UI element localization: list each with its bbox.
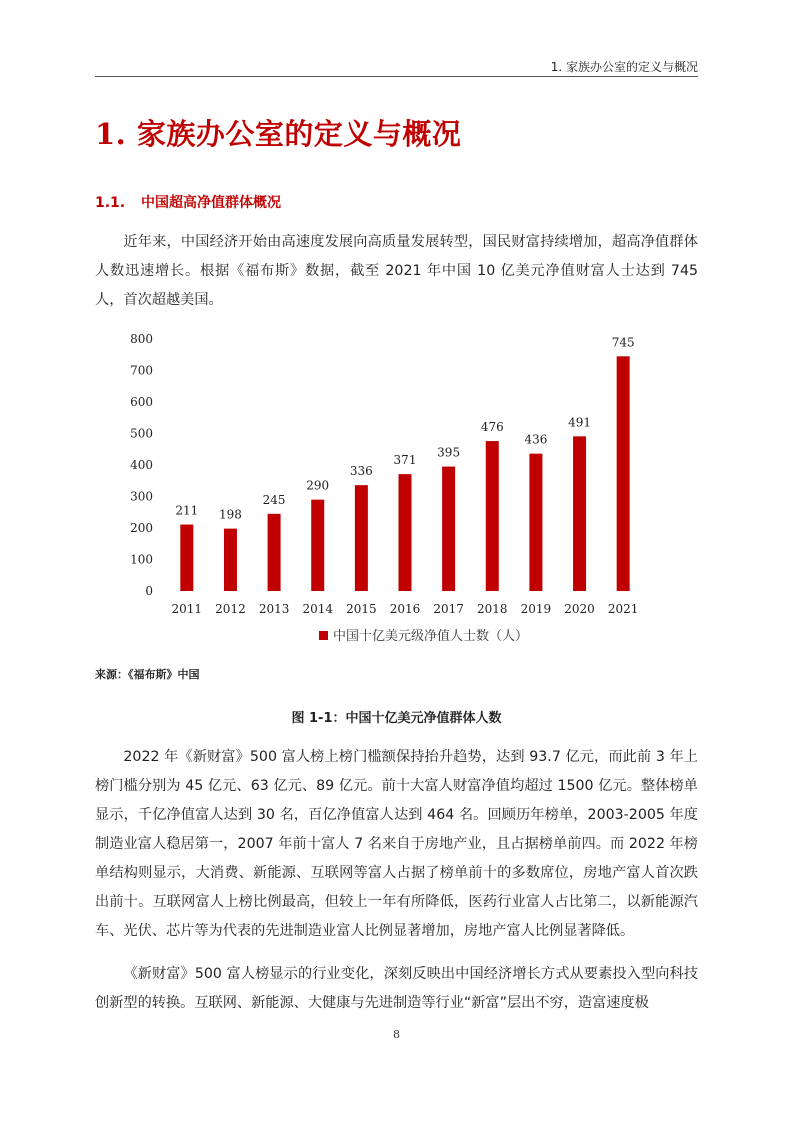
- data-label: 371: [393, 453, 417, 468]
- data-label: 476: [480, 420, 504, 435]
- x-tick-label: 2013: [258, 602, 290, 616]
- x-tick-label: 2014: [302, 602, 334, 616]
- section-number: 1.1.: [95, 195, 126, 211]
- bar-2014: [311, 500, 324, 591]
- y-tick-label: 100: [130, 552, 153, 567]
- y-tick-label: 0: [145, 584, 153, 598]
- figure-caption: 图 1-1：中国十亿美元净值群体人数: [291, 711, 502, 726]
- x-tick-label: 2019: [520, 602, 552, 616]
- data-label: 491: [568, 415, 591, 430]
- x-tick-label: 2015: [346, 602, 377, 616]
- data-label: 290: [306, 478, 330, 493]
- running-header: 1. 家族办公室的定义与概况: [550, 60, 698, 74]
- bar-2011: [180, 525, 193, 591]
- data-label: 245: [262, 492, 286, 507]
- bar-2020: [573, 436, 586, 591]
- section-title: 中国超高净值群体概况: [141, 195, 281, 211]
- x-tick-label: 2020: [564, 602, 595, 616]
- x-tick-label: 2016: [389, 602, 421, 616]
- x-tick-label: 2018: [476, 602, 508, 616]
- y-tick-label: 200: [130, 521, 153, 535]
- paragraph-ranking: 2022 年《新财富》500 富人榜上榜门槛额保持抬升趋势，达到 93.7 亿元，而此前 3 年上榜门槛分别为 45 亿元、63 亿元、89 亿元。前十大富人财富净值均超过 1500 亿元。整体榜单显示，千亿净值富人达到 30 名，百亿净值富人达到 464 名。回顾历年榜单，2003-2005 年度制造业富人稳居第一，2007 年前十富人 7 名来自于房地产业，且占据榜单前四。而 2022 年榜单结构则显示，大消费、新能源、互联网等富人占据了榜单前十的多数席位，房地产富人首次跌出前十。互联网富人上榜比例最高，但较上一年有所降低，医药行业富人占比第二，以新能源汽车、光伏、芯片等为代表的先进制造业富人比例显著增加，房地产富人比例显著降低。: [95, 749, 698, 939]
- header-rule: [95, 76, 698, 77]
- source-note: 来源：《福布斯》中国: [95, 668, 200, 681]
- legend-label: 中国十亿美元级净值人士数（人）: [333, 629, 529, 644]
- page-number: 8: [393, 1028, 400, 1041]
- y-tick-label: 700: [130, 363, 153, 378]
- bar-2015: [355, 485, 368, 591]
- x-tick-label: 2011: [171, 602, 203, 616]
- x-tick-label: 2017: [433, 602, 464, 616]
- bar-2018: [486, 441, 499, 591]
- section-heading: [95, 192, 281, 212]
- y-tick-label: 800: [130, 332, 153, 346]
- data-label: 395: [437, 445, 461, 460]
- x-tick-label: 2021: [607, 602, 639, 616]
- y-tick-label: 400: [130, 458, 153, 472]
- y-tick-label: 300: [130, 489, 153, 504]
- data-label: 336: [349, 464, 373, 479]
- bar-2021: [617, 356, 630, 591]
- bar-2019: [529, 454, 542, 591]
- x-tick-label: 2012: [215, 602, 246, 616]
- bar-2012: [224, 529, 237, 591]
- data-label: 745: [611, 335, 635, 350]
- chapter-title: 1. 家族办公室的定义与概况: [95, 117, 462, 151]
- y-tick-label: 600: [130, 395, 153, 409]
- y-tick-label: 500: [130, 426, 153, 441]
- bar-chart: [95, 325, 698, 655]
- data-label: 436: [524, 432, 548, 447]
- paragraph-industry: 《新财富》500 富人榜显示的行业变化，深刻反映出中国经济增长方式从要素投入型向科技创新型的转换。互联网、新能源、大健康与先进制造等行业“新富”层出不穷，造富速度极: [95, 966, 698, 1011]
- data-label: 211: [175, 503, 199, 518]
- legend-swatch: [319, 631, 328, 640]
- bar-2016: [399, 474, 412, 591]
- paragraph-intro: 近年来，中国经济开始由高速度发展向高质量发展转型，国民财富持续增加，超高净值群体人数迅速增长。根据《福布斯》数据，截至 2021 年中国 10 亿美元净值财富人士达到 745 人，首次超越美国。: [95, 234, 698, 308]
- data-label: 198: [219, 507, 242, 522]
- bar-2013: [268, 514, 281, 591]
- bar-2017: [442, 467, 455, 591]
